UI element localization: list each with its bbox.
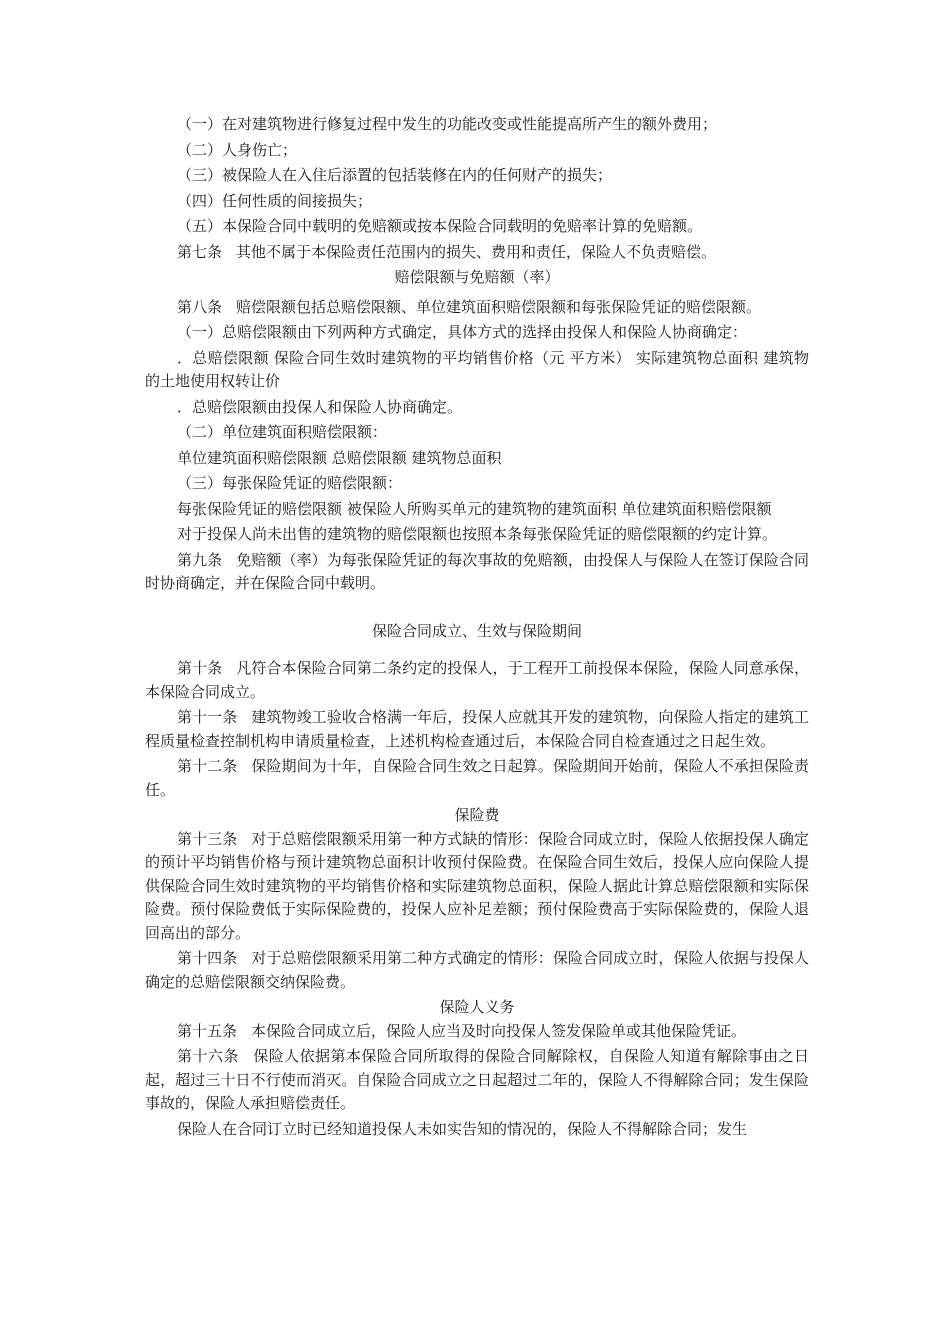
article-text: 凡符合本保险合同第二条约定的投保人，于工程开工前投保本保险，保险人同意承保，本保险合同成立。 [145, 659, 809, 701]
article-8-item-3: （三）每张保险凭证的赔偿限额： [177, 474, 403, 492]
article-13 [145, 828, 809, 946]
document-page [145, 113, 809, 1143]
article-text: 对于总赔偿限额采用第一种方式缺的情形：保险合同成立时，保险人依据投保人确定的预计平均销售价格与预计建筑物总面积计收预付保险费。在保险合同生效后，投保人应向保险人提供保险合同生效时建筑物的平均销售价格和实际建筑物总面积，保险人据此计算总赔偿限额和实际保险费。预付保险费低于实际保险费的，投保人应补足差额；预付保险费高于实际保险费的，保险人退回高出的部分。 [145, 829, 809, 942]
section-heading-insurer-duty: 保险人义务 [439, 998, 515, 1016]
article-number: 第十六条 [177, 1047, 239, 1065]
article-text: 本保险合同成立后，保险人应当及时向投保人签发保险单或其他保险凭证。 [251, 1021, 747, 1040]
article-text: 赔偿限额包括总赔偿限额、单位建筑面积赔偿限额和每张保险凭证的赔偿限额。 [236, 297, 762, 316]
article-number: 第七条 [177, 242, 223, 261]
article-number: 第九条 [177, 550, 223, 569]
article-8-item-2-formula: 单位建筑面积赔偿限额 总赔偿限额 建筑物总面积 [177, 448, 502, 467]
exclusion-item-5: （五）本保险合同中载明的免赔额或按本保险合同载明的免赔率计算的免赔额。 [177, 217, 703, 235]
article-text: 其他不属于本保险责任范围内的损失、费用和责任，保险人不负责赔偿。 [236, 242, 717, 261]
article-12 [145, 755, 809, 802]
article-number: 第十三条 [177, 829, 238, 848]
article-text: 建筑物竣工验收合格满一年后，投保人应就其开发的建筑物，向保险人指定的建筑工程质量检查控制机构申请质量检查，上述机构检查通过后，本保险合同自检查通过之日起生效。 [145, 708, 809, 750]
article-16-para-2: 保险人在合同订立时已经知道投保人未如实告知的情况的，保险人不得解除合同；发生 [177, 1119, 748, 1138]
article-9 [145, 549, 809, 596]
article-8-note: 对于投保人尚未出售的建筑物的赔偿限额也按照本条每张保险凭证的赔偿限额的约定计算。 [177, 525, 778, 543]
article-text: 对于总赔偿限额采用第二种方式确定的情形：保险合同成立时，保险人依据与投保人确定的总赔偿限额交纳保险费。 [145, 949, 809, 991]
article-8-item-1: （一）总赔偿限额由下列两种方式确定，具体方式的选择由投保人和保险人协商确定： [177, 323, 748, 341]
article-8-item-1-method-2: ．总赔偿限额由投保人和保险人协商确定。 [177, 397, 463, 416]
article-number: 第十一条 [177, 708, 238, 726]
article-number: 第十二条 [177, 757, 238, 775]
section-heading-premium: 保险费 [454, 806, 500, 824]
article-8-item-3-formula: 每张保险凭证的赔偿限额 被保险人所购买单元的建筑物的建筑面积 单位建筑面积赔偿限额 [177, 499, 772, 518]
article-number: 第十四条 [177, 949, 238, 967]
exclusion-item-3: （三）被保险人在入住后添置的包括装修在内的任何财产的损失； [177, 166, 613, 184]
section-heading-limits: 赔偿限额与免赔额（率） [394, 268, 560, 286]
article-8-item-1-method-1: ．总赔偿限额 保险合同生效时建筑物的平均销售价格（元 平方米） 实际建筑物总面积 建筑物的土地使用权转让价 [145, 348, 809, 390]
article-number: 第十五条 [177, 1021, 238, 1040]
article-8 [145, 296, 809, 320]
article-number: 第十条 [177, 659, 223, 677]
article-16 [145, 1045, 809, 1116]
article-7 [145, 241, 809, 265]
exclusion-item-4: （四）任何性质的间接损失； [177, 191, 373, 210]
article-15 [145, 1020, 809, 1044]
exclusion-item-1: （一）在对建筑物进行修复过程中发生的功能改变或性能提高所产生的额外费用； [177, 115, 718, 133]
section-heading-contract: 保险合同成立、生效与保险期间 [371, 621, 582, 640]
article-text: 免赔额（率）为每张保险凭证的每次事故的免赔额，由投保人与保险人在签订保险合同时协商确定，并在保险合同中载明。 [145, 550, 809, 592]
article-14 [145, 947, 809, 994]
article-number: 第八条 [177, 297, 223, 316]
article-text: 保险人依据第本保险合同所取得的保险合同解除权，自保险人知道有解除事由之日起，超过三十日不行使而消灭。自保险合同成立之日起超过二年的，保险人不得解除合同；发生保险事故的，保险人承担赔偿责任。 [145, 1047, 809, 1112]
article-text: 保险期间为十年，自保险合同生效之日起算。保险期间开始前，保险人不承担保险责任。 [145, 757, 809, 799]
article-10 [145, 657, 809, 704]
article-11 [145, 706, 809, 753]
exclusion-item-2: （二）人身伤亡； [177, 140, 298, 159]
article-8-item-2: （二）单位建筑面积赔偿限额： [177, 423, 388, 441]
